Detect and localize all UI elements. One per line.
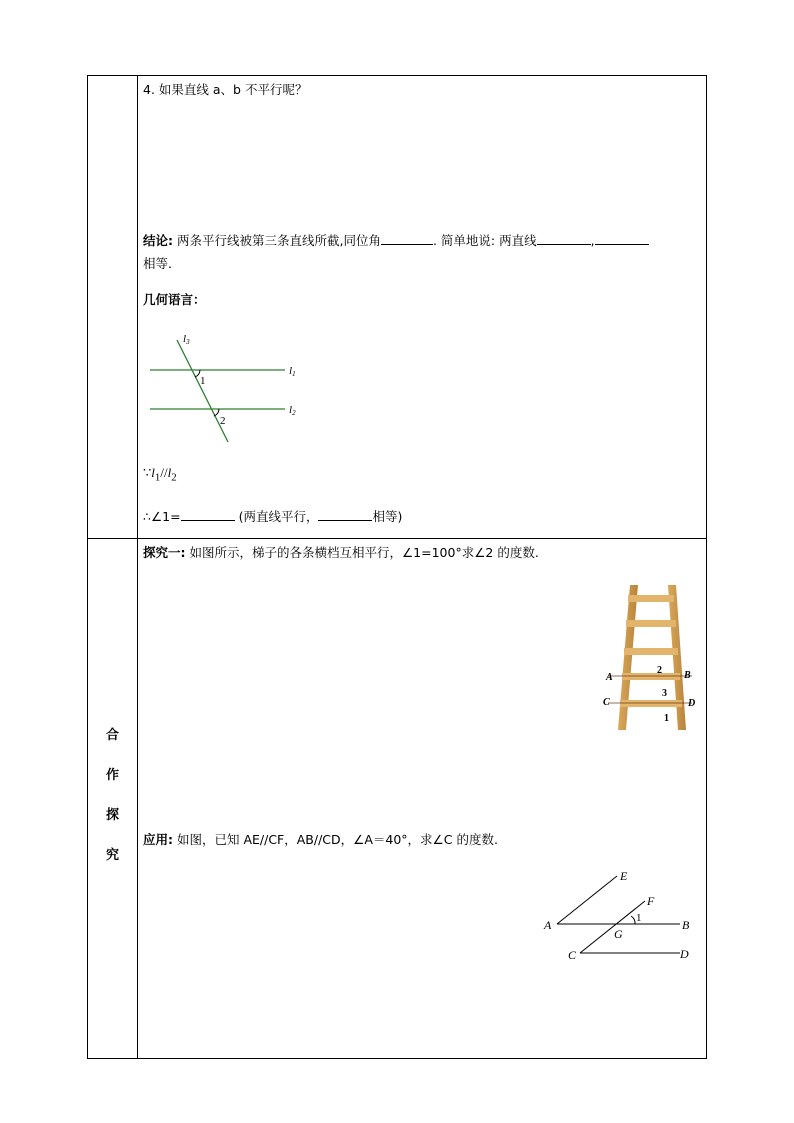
- label-angle-1: 1: [200, 375, 206, 387]
- section-label-char: 探: [105, 808, 119, 823]
- ladder-label-A: A: [606, 672, 613, 683]
- conclusion-line: [143, 231, 649, 249]
- section-label-char: 究: [105, 848, 119, 863]
- therefore-prefix: ∴∠1=: [143, 509, 181, 524]
- point-E: E: [620, 869, 628, 883]
- answer-blank[interactable]: [595, 232, 649, 245]
- answer-blank[interactable]: [381, 232, 433, 245]
- application-label: 应用:: [143, 832, 173, 847]
- ladder-angle-3: 3: [662, 688, 667, 699]
- parallel-lines-figure: [140, 330, 310, 448]
- conclusion-text-3: ,: [590, 233, 595, 248]
- conclusion-label: 结论:: [143, 233, 173, 248]
- explore-1-label: 探究一:: [143, 545, 186, 560]
- point-F: F: [647, 894, 655, 908]
- ladder-left-rail: [618, 585, 638, 730]
- because-statement: $\because l_1//l_2$: [143, 465, 177, 484]
- ladder-label-B: B: [684, 670, 691, 681]
- ladder-angle-1: 1: [664, 713, 669, 724]
- conclusion-text-1: 两条平行线被第三条直线所截,同位角: [176, 233, 381, 248]
- geometry-language-heading: 几何语言：: [143, 292, 206, 307]
- ladder-figure: [600, 580, 705, 735]
- ladder-rung: [622, 673, 680, 680]
- conclusion-text-2: . 简单地说: 两直线: [432, 233, 537, 248]
- section-label-char: 合: [105, 728, 119, 743]
- application-text: 如图，已知 AE//CF，AB//CD，∠A＝40°，求∠C 的度数.: [173, 832, 498, 847]
- point-B: B: [682, 918, 690, 932]
- ladder-rung: [628, 595, 674, 602]
- explore-1: [143, 543, 539, 561]
- label-l3: l3: [183, 333, 190, 346]
- label-angle-1: 1: [636, 912, 642, 924]
- conclusion-line-2: 相等.: [143, 256, 172, 271]
- angle-figure: [540, 865, 700, 965]
- point-A: A: [544, 918, 552, 932]
- label-l1: l1: [289, 365, 296, 378]
- column-divider: [137, 76, 138, 1058]
- label-l2: l2: [289, 404, 296, 417]
- therefore-statement: [143, 507, 402, 525]
- ladder-angle-2: 2: [657, 665, 662, 676]
- point-C: C: [568, 948, 577, 962]
- therefore-mid: (两直线平行，: [234, 509, 319, 524]
- point-D: D: [680, 947, 689, 961]
- ladder-right-rail: [668, 585, 686, 730]
- section-label: [88, 716, 137, 876]
- ladder-rung: [624, 648, 678, 655]
- section-label-char: 作: [105, 768, 119, 783]
- ladder-label-D: D: [688, 698, 696, 709]
- line-AE: [557, 876, 617, 924]
- question-4: 4. 如果直线 a、b 不平行呢？: [143, 82, 308, 97]
- label-angle-2: 2: [220, 415, 226, 427]
- ladder-label-C: C: [603, 697, 610, 708]
- ladder-rung: [626, 620, 676, 627]
- application: [143, 830, 498, 848]
- point-G: G: [614, 927, 623, 941]
- explore-1-text: 如图所示，梯子的各条横档互相平行，∠1=100°求∠2 的度数.: [185, 545, 539, 560]
- angle-1-arc: [631, 916, 635, 924]
- therefore-suffix: 相等): [372, 509, 403, 524]
- answer-blank[interactable]: [318, 508, 372, 521]
- line-CF: [580, 901, 645, 953]
- row-divider: [88, 538, 706, 539]
- answer-blank[interactable]: [181, 508, 235, 521]
- ladder-rung: [620, 700, 682, 707]
- answer-blank[interactable]: [537, 232, 591, 245]
